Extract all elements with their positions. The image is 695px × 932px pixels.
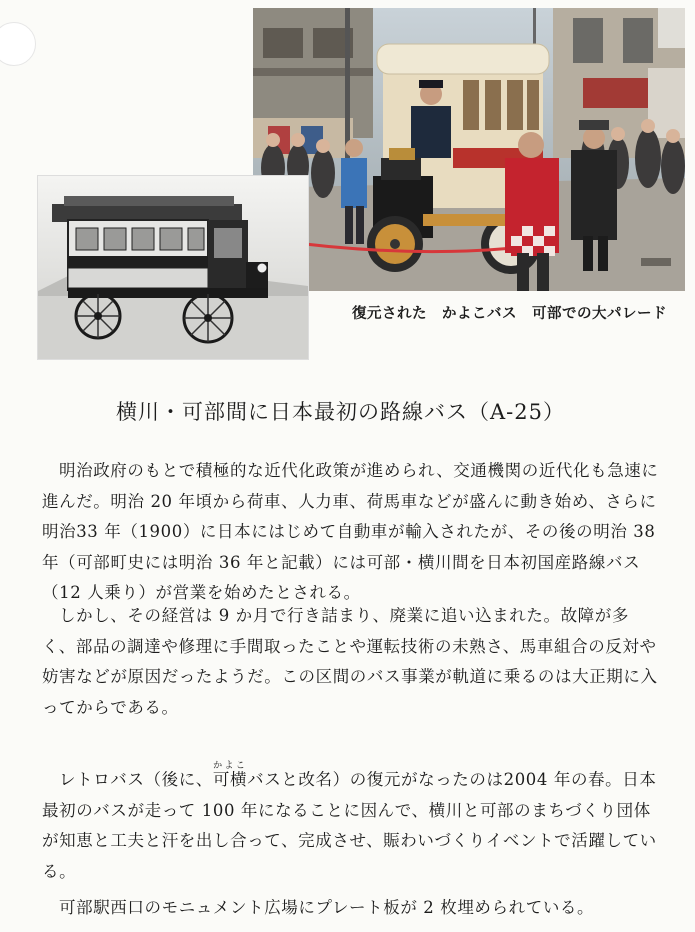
page-title: 横川・可部間に日本最初の路線バス（A-25） <box>116 400 565 424</box>
photo-caption: 復元された かよこバス 可部での大パレード <box>352 306 667 322</box>
kayoko-ruby <box>212 761 248 789</box>
paragraph-4: 可部駅西口のモニュメント広場にプレート板が 2 枚埋められている。 <box>59 898 595 917</box>
paragraph-3 <box>42 761 662 887</box>
parade-photo <box>253 8 685 291</box>
historic-bus-photo <box>37 175 309 360</box>
ruby-base: 可横 <box>212 770 248 789</box>
paragraph-3-lead: レトロバス（後に、 <box>59 770 213 789</box>
paragraph-3-rest: バスと改名）の復元がなったのは2004 年の春。日本最初のバスが走って 100 年になることに因んで、横川と可部のまちづくり団体が知恵と工夫と汗を出し合って、完成させ、賑わいづくりイベントで活躍している。 <box>42 770 657 881</box>
paragraph-1: 明治政府のもとで積極的な近代化政策が進められ、交通機関の近代化も急速に進んだ。明治 20 年頃から荷車、人力車、荷馬車などが盛んに動き始め、さらに明治33 年（1900）に日本にはじめて自動車が輸入されたが、その後の明治 38 年（可部町史には明治 36 年と記載）には可部・横川間を日本初国産路線バス（12 人乗り）が営業を始めたとされる。 <box>42 461 659 602</box>
ruby-reading: かよこ <box>212 761 248 771</box>
paragraph-2: しかし、その経営は 9 か月で行き詰まり、廃業に追い込まれた。故障が多く、部品の調達や修理に手間取ったことや運転技術の未熟さ、馬車組合の反対や妨害などが原因だったようだ。この区間のバス事業が軌道に乗るのは大正期に入ってからである。 <box>42 606 658 717</box>
punch-hole <box>0 22 36 66</box>
